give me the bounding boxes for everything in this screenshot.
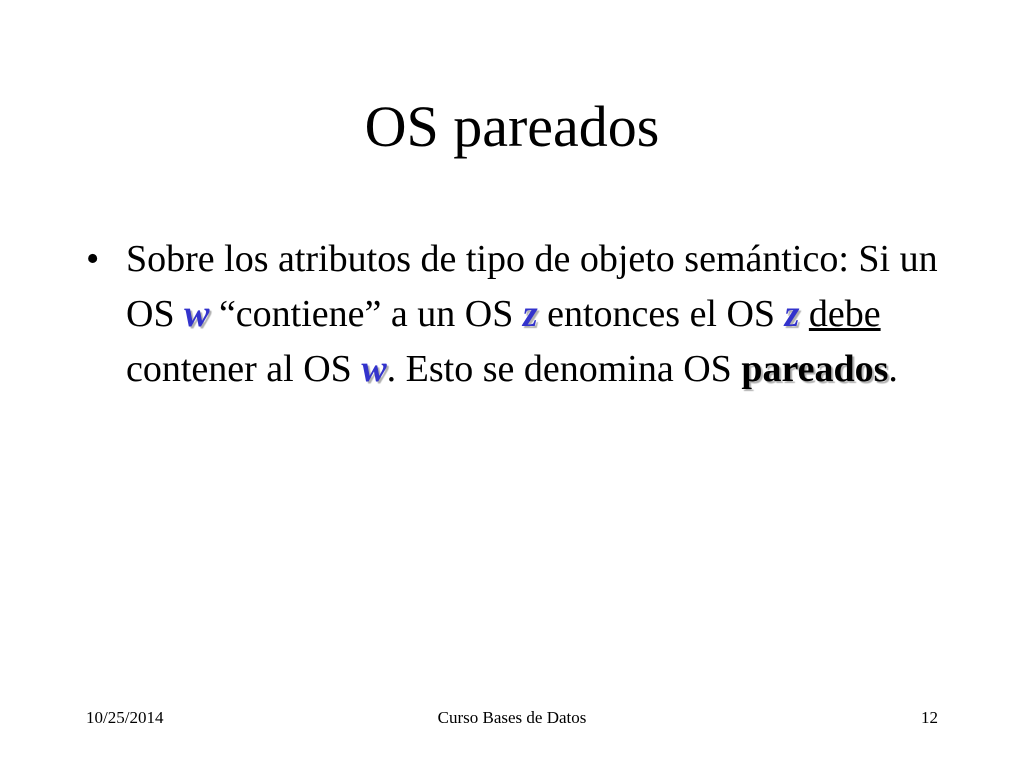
text-segment: .: [888, 348, 898, 390]
variable-w: w: [184, 293, 210, 335]
footer-course-title: Curso Bases de Datos: [437, 708, 587, 727]
text-segment: Sobre los atributos de tipo de objeto semántico: Si un OS: [126, 238, 938, 335]
variable-w: w: [361, 348, 387, 390]
footer-page-number: 12: [921, 708, 938, 727]
text-segment: “contiene” a un OS: [209, 293, 523, 335]
text-segment: [799, 293, 809, 335]
text-segment: . Esto se denomina OS: [386, 348, 742, 390]
bold-term: pareados: [741, 348, 889, 390]
text-segment: contener al OS: [126, 348, 362, 390]
variable-z: z: [784, 293, 800, 335]
text-segment: entonces el OS: [537, 293, 785, 335]
slide-body: [86, 232, 956, 397]
footer-date: 10/25/2014: [86, 708, 164, 727]
variable-z: z: [522, 293, 538, 335]
bullet-marker: •: [86, 238, 100, 280]
bullet-item: [86, 232, 956, 397]
slide-title: OS pareados: [364, 94, 660, 159]
underlined-word: debe: [808, 293, 881, 335]
bullet-text: [126, 238, 938, 390]
